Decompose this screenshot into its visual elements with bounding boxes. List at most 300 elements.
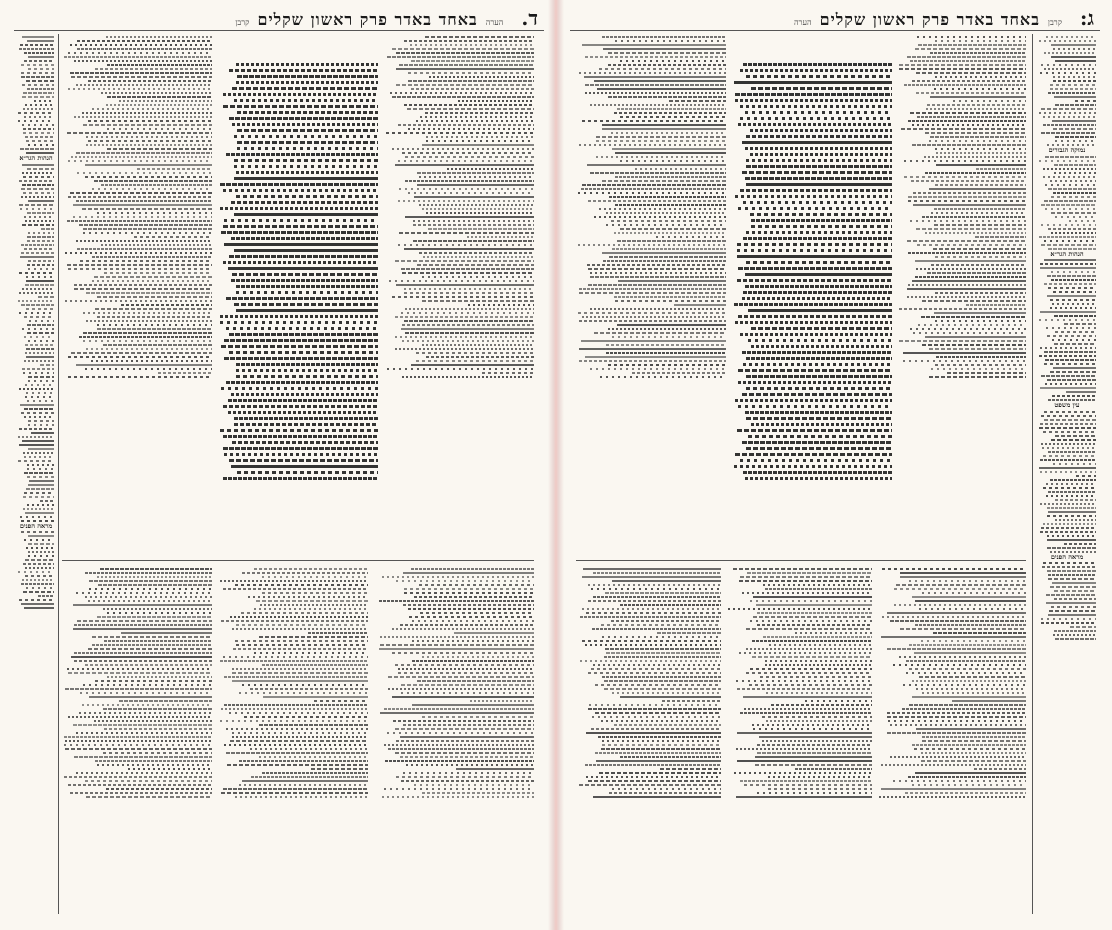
text-line-texture bbox=[1053, 192, 1097, 194]
text-line-texture bbox=[579, 72, 726, 74]
text-line-texture bbox=[596, 140, 727, 142]
text-line-texture bbox=[220, 183, 378, 186]
text-line-texture bbox=[80, 692, 212, 694]
text-line-texture bbox=[749, 684, 872, 686]
text-line-texture bbox=[223, 656, 369, 658]
text-line-texture bbox=[425, 36, 535, 38]
text-line-texture bbox=[579, 144, 726, 146]
text-line-texture bbox=[738, 315, 892, 318]
text-line-texture bbox=[752, 656, 872, 658]
text-line-texture bbox=[766, 692, 872, 694]
text-line-texture bbox=[728, 608, 872, 610]
text-line-texture bbox=[750, 213, 892, 216]
text-line-texture bbox=[1055, 60, 1096, 62]
text-line-texture bbox=[608, 364, 727, 366]
text-line-texture bbox=[406, 764, 534, 766]
text-line-texture bbox=[24, 360, 54, 362]
text-line-texture bbox=[76, 84, 213, 86]
text-line-texture bbox=[1054, 343, 1096, 345]
text-line-texture bbox=[612, 248, 726, 250]
text-line-texture bbox=[769, 644, 872, 646]
text-line-texture bbox=[1054, 590, 1096, 592]
text-line-texture bbox=[128, 768, 212, 770]
text-line-texture bbox=[422, 716, 534, 718]
text-line-texture bbox=[1043, 431, 1096, 433]
text-line-texture bbox=[588, 672, 721, 674]
text-line-texture bbox=[1053, 634, 1096, 636]
text-line-texture bbox=[1055, 104, 1096, 106]
text-line-texture bbox=[615, 176, 726, 178]
text-line-texture bbox=[97, 328, 213, 330]
text-line-texture bbox=[748, 435, 892, 438]
text-line-texture bbox=[392, 48, 535, 50]
text-line-texture bbox=[912, 596, 1026, 598]
text-line-texture bbox=[28, 200, 54, 202]
text-line-texture bbox=[1043, 487, 1096, 489]
text-line-texture bbox=[904, 160, 1026, 162]
text-line-texture bbox=[67, 132, 213, 134]
text-line-texture bbox=[1041, 244, 1096, 246]
text-line-texture bbox=[1046, 602, 1096, 604]
text-line-texture bbox=[609, 196, 726, 198]
text-line-texture bbox=[736, 680, 872, 682]
text-line-texture bbox=[595, 684, 721, 686]
text-line-texture bbox=[580, 660, 721, 662]
text-line-texture bbox=[900, 576, 1026, 578]
text-line-texture bbox=[975, 236, 1026, 238]
text-line-texture bbox=[1054, 630, 1096, 632]
text-line-texture bbox=[236, 624, 368, 626]
text-line-texture bbox=[737, 688, 872, 690]
text-line-texture bbox=[608, 328, 727, 330]
text-line-texture bbox=[736, 796, 872, 798]
text-line-texture bbox=[620, 228, 727, 230]
text-line-texture bbox=[106, 788, 213, 790]
text-line-texture bbox=[426, 212, 534, 214]
text-line-texture bbox=[262, 592, 369, 594]
text-line-texture bbox=[735, 93, 892, 96]
text-line-texture bbox=[1041, 375, 1096, 377]
text-line-texture bbox=[909, 644, 1026, 646]
text-line-texture bbox=[26, 488, 54, 490]
text-line-texture bbox=[602, 252, 727, 254]
text-line-texture bbox=[74, 624, 212, 626]
text-line-texture bbox=[735, 195, 892, 198]
text-line-texture bbox=[68, 672, 212, 674]
text-line-texture bbox=[71, 76, 212, 78]
text-line-texture bbox=[1041, 204, 1096, 206]
text-line-texture bbox=[423, 256, 534, 258]
text-line-texture bbox=[617, 240, 727, 242]
text-line-texture bbox=[384, 788, 534, 790]
text-line-texture bbox=[910, 112, 1026, 114]
text-line-texture bbox=[925, 232, 1026, 234]
text-line-texture bbox=[609, 792, 721, 794]
text-line-texture bbox=[234, 165, 378, 168]
text-line-texture bbox=[224, 676, 368, 678]
text-line-texture bbox=[38, 595, 54, 597]
text-line-texture bbox=[137, 168, 212, 170]
text-line-texture bbox=[417, 184, 534, 186]
text-line-texture bbox=[409, 616, 534, 618]
text-line-texture bbox=[23, 132, 54, 134]
text-line-texture bbox=[408, 192, 534, 194]
text-line-texture bbox=[76, 152, 213, 154]
text-line-texture bbox=[587, 164, 727, 166]
text-line-texture bbox=[396, 740, 534, 742]
text-line-texture bbox=[922, 736, 1026, 738]
text-line-texture bbox=[590, 104, 727, 106]
text-line-texture bbox=[930, 52, 1026, 54]
text-line-texture bbox=[388, 688, 534, 690]
text-line-texture bbox=[927, 104, 1026, 106]
text-line-texture bbox=[23, 591, 54, 593]
text-line-texture bbox=[25, 104, 54, 106]
text-line-texture bbox=[68, 356, 212, 358]
text-line-texture bbox=[1043, 168, 1096, 170]
text-line-texture bbox=[601, 720, 721, 722]
text-line-texture bbox=[1045, 383, 1096, 385]
text-line-texture bbox=[404, 104, 535, 106]
text-line-texture bbox=[20, 208, 54, 210]
text-line-texture bbox=[28, 448, 54, 450]
text-line-texture bbox=[73, 216, 213, 218]
text-line-texture bbox=[234, 249, 378, 252]
text-line-texture bbox=[744, 708, 872, 710]
text-line-texture bbox=[894, 604, 1026, 606]
text-line-texture bbox=[67, 220, 213, 222]
text-line-texture bbox=[737, 279, 892, 282]
text-line-texture bbox=[899, 64, 1026, 66]
text-line-texture bbox=[234, 135, 378, 138]
text-line-texture bbox=[899, 308, 1026, 310]
text-line-texture bbox=[752, 640, 872, 642]
text-line-texture bbox=[899, 340, 1026, 342]
text-line-texture bbox=[930, 136, 1026, 138]
text-line-texture bbox=[934, 208, 1026, 210]
text-line-texture bbox=[1050, 479, 1096, 481]
text-line-texture bbox=[757, 744, 872, 746]
text-line-texture bbox=[74, 652, 212, 654]
text-line-texture bbox=[936, 164, 1026, 166]
text-line-texture bbox=[231, 465, 378, 468]
text-line-texture bbox=[398, 124, 535, 126]
text-line-texture bbox=[579, 320, 726, 322]
text-line-texture bbox=[578, 192, 727, 194]
text-line-texture bbox=[395, 752, 534, 754]
text-line-texture bbox=[906, 672, 1026, 674]
text-line-texture bbox=[27, 504, 54, 506]
text-line-texture bbox=[585, 644, 721, 646]
text-line-texture bbox=[1046, 36, 1096, 38]
text-line-texture bbox=[1052, 582, 1096, 584]
text-line-texture bbox=[235, 584, 369, 586]
text-line-texture bbox=[18, 571, 54, 573]
text-line-texture bbox=[223, 261, 378, 264]
text-line-texture bbox=[582, 608, 721, 610]
text-line-texture bbox=[1050, 307, 1096, 309]
text-line-texture bbox=[1043, 455, 1096, 457]
text-line-texture bbox=[582, 120, 726, 122]
text-line-texture bbox=[1053, 48, 1096, 50]
text-line-texture bbox=[408, 128, 534, 130]
text-line-texture bbox=[73, 604, 213, 606]
text-line-texture bbox=[740, 189, 892, 192]
text-line-texture bbox=[25, 512, 54, 514]
text-line-texture bbox=[86, 348, 212, 350]
text-line-texture bbox=[1040, 503, 1096, 505]
text-line-texture bbox=[582, 316, 726, 318]
text-line-texture bbox=[753, 596, 872, 598]
text-line-texture bbox=[922, 344, 1026, 346]
text-line-texture bbox=[1050, 88, 1096, 90]
text-line-texture bbox=[887, 648, 1026, 650]
text-line-texture bbox=[64, 744, 213, 746]
text-line-texture bbox=[103, 608, 213, 610]
text-line-texture bbox=[25, 567, 54, 569]
text-line-texture bbox=[19, 388, 54, 390]
text-line-texture bbox=[1044, 411, 1096, 413]
text-line-texture bbox=[617, 108, 727, 110]
text-line-texture bbox=[935, 292, 1026, 294]
text-line-texture bbox=[408, 72, 534, 74]
text-line-texture bbox=[429, 76, 534, 78]
text-line-texture bbox=[468, 304, 534, 306]
text-line-texture bbox=[405, 180, 534, 182]
text-line-texture bbox=[795, 632, 872, 634]
text-line-texture bbox=[585, 356, 726, 358]
text-line-texture bbox=[24, 216, 54, 218]
text-line-texture bbox=[393, 720, 534, 722]
text-line-texture bbox=[1051, 279, 1096, 281]
text-line-texture bbox=[606, 652, 721, 654]
text-line-texture bbox=[591, 668, 722, 670]
text-line-texture bbox=[398, 244, 535, 246]
text-line-texture bbox=[223, 405, 378, 408]
text-line-texture bbox=[22, 84, 54, 86]
text-line-texture bbox=[657, 632, 721, 634]
text-line-texture bbox=[158, 372, 212, 374]
text-line-texture bbox=[390, 92, 534, 94]
text-line-texture bbox=[414, 596, 534, 598]
right-lower-commentary-1 bbox=[576, 566, 721, 914]
text-line-texture bbox=[890, 620, 1026, 622]
text-line-texture bbox=[27, 468, 54, 470]
text-line-texture bbox=[765, 660, 872, 662]
text-line-texture bbox=[26, 356, 54, 358]
text-line-texture bbox=[1050, 84, 1096, 86]
text-line-texture bbox=[579, 784, 721, 786]
text-line-texture bbox=[1048, 511, 1096, 513]
text-line-texture bbox=[416, 360, 535, 362]
text-line-texture bbox=[768, 776, 872, 778]
text-line-texture bbox=[237, 75, 378, 78]
text-line-texture bbox=[743, 201, 892, 204]
text-line-texture bbox=[107, 64, 212, 66]
text-line-texture bbox=[594, 216, 726, 218]
text-line-texture bbox=[611, 220, 727, 222]
text-line-texture bbox=[402, 376, 534, 378]
text-line-texture bbox=[587, 264, 727, 266]
left-outer-margin bbox=[18, 34, 54, 914]
text-line-texture bbox=[27, 400, 54, 402]
text-line-texture bbox=[23, 496, 54, 498]
text-line-texture bbox=[915, 260, 1026, 262]
text-line-texture bbox=[1040, 263, 1096, 265]
text-line-texture bbox=[25, 220, 54, 222]
text-line-texture bbox=[223, 477, 378, 480]
text-line-texture bbox=[1055, 331, 1096, 333]
text-line-texture bbox=[18, 436, 54, 438]
text-line-texture bbox=[734, 772, 872, 774]
text-line-texture bbox=[250, 748, 369, 750]
text-line-texture bbox=[234, 417, 378, 420]
text-line-texture bbox=[94, 720, 213, 722]
text-line-texture bbox=[1069, 220, 1096, 222]
text-line-texture bbox=[100, 568, 213, 570]
text-line-texture bbox=[1044, 419, 1096, 421]
text-line-texture bbox=[232, 668, 369, 670]
text-line-texture bbox=[908, 200, 1026, 202]
text-line-texture bbox=[21, 72, 54, 74]
text-line-texture bbox=[71, 352, 212, 354]
text-line-texture bbox=[21, 76, 54, 78]
text-line-texture bbox=[226, 381, 378, 384]
text-line-texture bbox=[27, 240, 54, 242]
text-line-texture bbox=[1047, 379, 1096, 381]
text-line-texture bbox=[97, 324, 213, 326]
text-line-texture bbox=[1046, 594, 1096, 596]
text-line-texture bbox=[21, 196, 54, 198]
text-line-texture bbox=[1048, 228, 1096, 230]
text-line-texture bbox=[935, 76, 1026, 78]
text-line-texture bbox=[582, 640, 721, 642]
text-line-texture bbox=[605, 648, 721, 650]
text-line-texture bbox=[590, 172, 727, 174]
text-line-texture bbox=[738, 369, 892, 372]
text-line-texture bbox=[74, 756, 212, 758]
text-line-texture bbox=[26, 308, 54, 310]
text-line-texture bbox=[229, 333, 378, 336]
text-line-texture bbox=[21, 603, 54, 605]
text-line-texture bbox=[404, 592, 534, 594]
text-line-texture bbox=[234, 99, 378, 102]
text-line-texture bbox=[738, 405, 892, 408]
text-line-texture bbox=[919, 676, 1026, 678]
text-line-texture bbox=[223, 435, 378, 438]
text-line-texture bbox=[223, 447, 378, 450]
text-line-texture bbox=[24, 607, 54, 609]
text-line-texture bbox=[915, 772, 1026, 774]
text-line-texture bbox=[228, 399, 378, 402]
text-line-texture bbox=[224, 357, 378, 360]
text-line-texture bbox=[591, 588, 722, 590]
text-line-texture bbox=[620, 696, 722, 698]
text-line-texture bbox=[88, 120, 213, 122]
text-line-texture bbox=[411, 364, 534, 366]
text-line-texture bbox=[602, 744, 721, 746]
text-line-texture bbox=[412, 620, 534, 622]
text-line-texture bbox=[1054, 96, 1096, 98]
text-line-texture bbox=[399, 188, 534, 190]
text-line-texture bbox=[88, 80, 213, 82]
text-line-texture bbox=[83, 340, 212, 342]
text-line-texture bbox=[881, 764, 1026, 766]
text-line-texture bbox=[103, 344, 213, 346]
text-line-texture bbox=[757, 752, 872, 754]
text-line-texture bbox=[22, 124, 54, 126]
text-line-texture bbox=[417, 172, 534, 174]
text-line-texture bbox=[1052, 339, 1096, 341]
text-line-texture bbox=[922, 216, 1026, 218]
text-line-texture bbox=[73, 204, 213, 206]
text-line-texture bbox=[736, 748, 872, 750]
text-line-texture bbox=[236, 369, 378, 372]
text-line-texture bbox=[925, 336, 1026, 338]
text-line-texture bbox=[259, 636, 369, 638]
text-line-texture bbox=[68, 160, 212, 162]
text-line-texture bbox=[913, 332, 1026, 334]
text-line-texture bbox=[26, 140, 54, 142]
text-line-texture bbox=[1040, 471, 1096, 473]
text-line-texture bbox=[97, 316, 213, 318]
text-line-texture bbox=[735, 399, 892, 402]
right-commentary-block-2 bbox=[898, 34, 1026, 554]
text-line-texture bbox=[417, 680, 534, 682]
text-line-texture bbox=[751, 87, 892, 90]
text-line-texture bbox=[234, 303, 378, 306]
text-line-texture bbox=[893, 664, 1026, 666]
text-line-texture bbox=[614, 112, 727, 114]
text-line-texture bbox=[220, 660, 369, 662]
text-line-texture bbox=[660, 768, 721, 770]
text-line-texture bbox=[21, 304, 54, 306]
text-line-texture bbox=[232, 441, 378, 444]
text-line-texture bbox=[97, 576, 213, 578]
text-line-texture bbox=[262, 664, 369, 666]
text-line-texture bbox=[1041, 443, 1096, 445]
text-line-texture bbox=[236, 291, 378, 294]
text-line-texture bbox=[470, 700, 534, 702]
text-line-texture bbox=[881, 788, 1026, 790]
text-line-texture bbox=[601, 624, 721, 626]
text-line-texture bbox=[1046, 483, 1096, 485]
text-line-texture bbox=[405, 216, 534, 218]
text-line-texture bbox=[229, 712, 369, 714]
text-line-texture bbox=[23, 108, 54, 110]
text-line-texture bbox=[380, 636, 534, 638]
text-line-texture bbox=[1046, 495, 1096, 497]
left-commentary-block-2 bbox=[384, 34, 534, 554]
text-line-texture bbox=[26, 547, 54, 549]
text-line-texture bbox=[256, 600, 369, 602]
text-line-texture bbox=[19, 428, 54, 430]
text-line-texture bbox=[656, 236, 727, 238]
text-line-texture bbox=[585, 56, 726, 58]
text-line-texture bbox=[231, 237, 378, 240]
right-main-text bbox=[732, 60, 892, 550]
text-line-texture bbox=[912, 280, 1026, 282]
text-line-texture bbox=[907, 56, 1026, 58]
text-line-texture bbox=[22, 579, 54, 581]
left-header-word-2: קרבן bbox=[235, 18, 250, 27]
text-line-texture bbox=[600, 376, 726, 378]
text-line-texture bbox=[119, 100, 212, 102]
text-line-texture bbox=[1041, 224, 1096, 226]
text-line-texture bbox=[771, 704, 873, 706]
text-line-texture bbox=[1039, 427, 1096, 429]
text-line-texture bbox=[68, 784, 212, 786]
